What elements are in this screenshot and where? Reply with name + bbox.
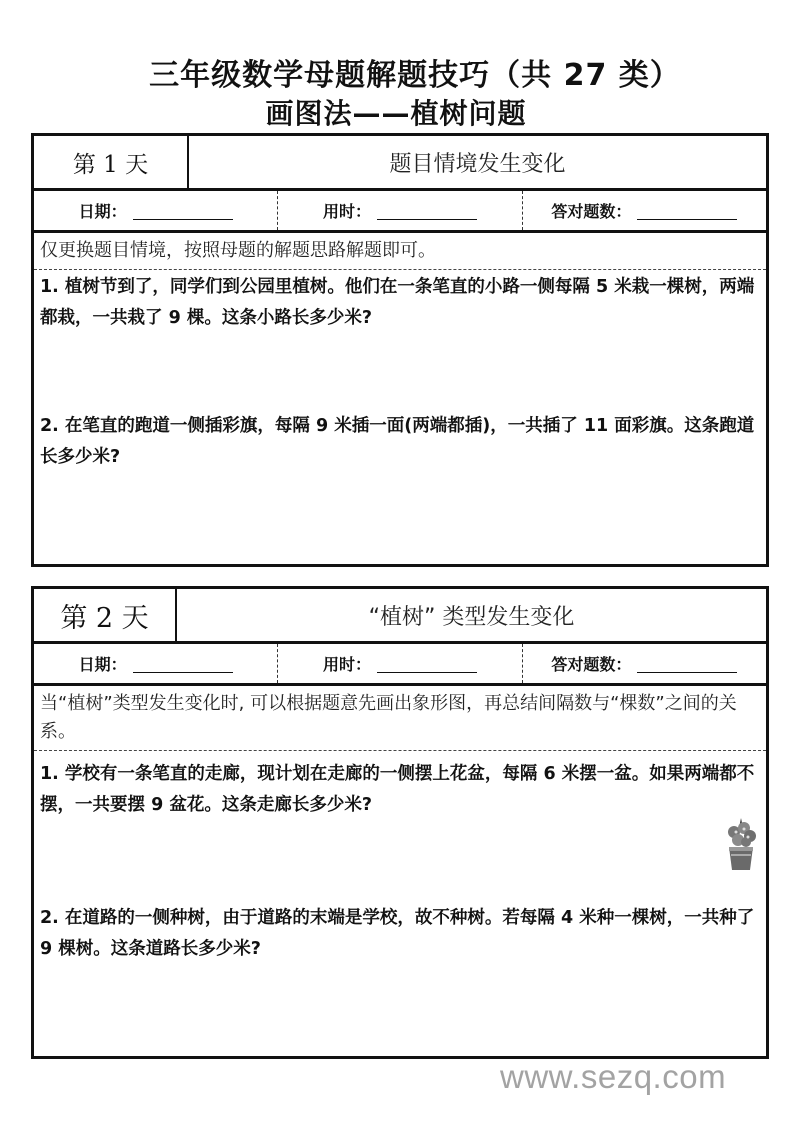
- date-blank[interactable]: [133, 654, 233, 673]
- day-2-worksheet: [31, 586, 769, 1059]
- info-row: [34, 644, 766, 686]
- day-topic: “植树” 类型发生变化: [368, 604, 575, 630]
- day-label: 第 2 天: [34, 589, 177, 641]
- day-label: 第 1 天: [34, 136, 189, 188]
- flower-pot-icon: [724, 814, 758, 874]
- day-header: [34, 136, 766, 191]
- intro-text: 当“植树”类型发生变化时, 可以根据题意先画出象形图，再总结间隔数与“棵数”之间的关系。: [34, 686, 766, 751]
- day-header: [34, 589, 766, 644]
- score-blank[interactable]: [637, 654, 737, 673]
- time-label: 用时：: [322, 202, 371, 221]
- date-field[interactable]: [34, 644, 277, 683]
- question-2: 2. 在道路的一侧种树，由于道路的末端是学校，故不种树。若每隔 4 米种一棵树，一共种了 9 棵树。这条道路长多少米?: [40, 908, 755, 959]
- time-blank[interactable]: [377, 201, 477, 220]
- time-field[interactable]: [277, 191, 521, 230]
- score-field[interactable]: [522, 644, 766, 683]
- date-blank[interactable]: [133, 201, 233, 220]
- question-2: 2. 在笔直的跑道一侧插彩旗，每隔 9 米插一面(两端都插)，一共插了 11 面彩旗。这条跑道长多少米?: [40, 416, 755, 467]
- time-field[interactable]: [277, 644, 521, 683]
- score-label: 答对题数：: [551, 655, 632, 674]
- intro-text: 仅更换题目情境，按照母题的解题思路解题即可。: [34, 233, 766, 270]
- info-row: [34, 191, 766, 233]
- page-title: 三年级数学母题解题技巧（共 27 类）: [149, 58, 681, 93]
- time-label: 用时：: [322, 655, 371, 674]
- day-1-worksheet: [31, 133, 769, 567]
- date-field[interactable]: [34, 191, 277, 230]
- watermark: www.sezq.com: [500, 1058, 727, 1095]
- page-subtitle: 画图法——植树问题: [265, 97, 527, 130]
- score-field[interactable]: [522, 191, 766, 230]
- date-label: 日期：: [78, 202, 127, 221]
- time-blank[interactable]: [377, 654, 477, 673]
- day-topic: 题目情境发生变化: [389, 151, 566, 177]
- question-1: 1. 植树节到了，同学们到公园里植树。他们在一条笔直的小路一侧每隔 5 米栽一棵树，两端都栽，一共栽了 9 棵。这条小路长多少米?: [40, 277, 755, 328]
- date-label: 日期：: [78, 655, 127, 674]
- score-label: 答对题数：: [551, 202, 632, 221]
- question-1: 1. 学校有一条笔直的走廊，现计划在走廊的一侧摆上花盆，每隔 6 米摆一盆。如果两端都不摆，一共要摆 9 盆花。这条走廊长多少米?: [40, 764, 755, 815]
- score-blank[interactable]: [637, 201, 737, 220]
